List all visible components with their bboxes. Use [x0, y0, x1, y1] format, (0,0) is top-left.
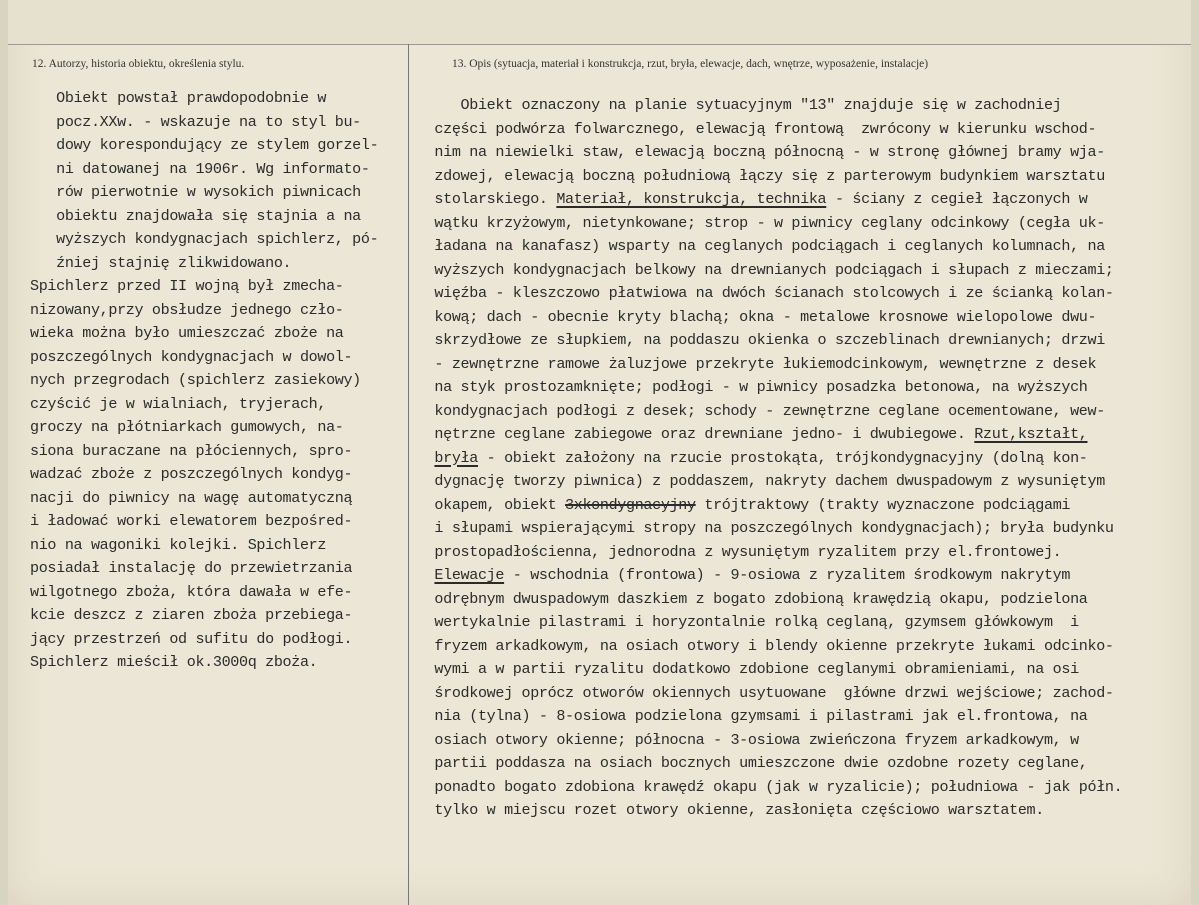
history-line: dowy korespondujący ze stylem gorzel-: [30, 136, 379, 154]
history-line: wyższych kondygnacjach spichlerz, pó-: [30, 230, 379, 248]
sheet-top-edge: [8, 0, 1191, 45]
history-line: jący przestrzeń od sufitu do podłogi.: [30, 629, 353, 648]
line-text: [417, 449, 434, 467]
history-line: nacji do piwnicy na wagę automatyczną: [30, 488, 353, 507]
description-line: kową; dach - obecnie kryty blachą; okna - metalowe krosnowe wielopolowe dwu-: [417, 307, 1097, 326]
description-line: partii poddasza na osiach bocznych umieszczone dwie ozdobne rozety ceglane,: [417, 754, 1088, 772]
history-line: Spichlerz przed II wojną był zmecha-: [30, 277, 344, 295]
history-line: obiektu znajdowała się stajnia a na: [30, 206, 361, 225]
description-line: kondygnacjach podłogi z desek; schody - zewnętrzne ceglane ocementowane, wew-: [417, 401, 1105, 420]
right-column-header: 13. Opis (sytuacja, materiał i konstrukcja, rzut, bryła, elewacje, dach, wnętrze, wyposażenie, instalacje): [452, 58, 929, 70]
description-text-block: [417, 94, 1199, 823]
history-line: posiadał instalację do przewietrzania: [30, 559, 353, 577]
description-line: wyższych kondygnacjach belkowy na drewnianych podciągach i słupach z mieczami;: [417, 260, 1114, 279]
description-line: więźba - kleszczowo płatwiowa na dwóch ścianach stolcowych i ze ścianką kolan-: [417, 284, 1114, 302]
line-text: - obiekt założony na rzucie prostokąta, trójkondygnacyjny (dolną kon-: [477, 448, 1088, 467]
history-line: i ładować worki elewatorem bezpośred-: [30, 512, 353, 530]
description-line: wymi a w partii ryzalitu dodatkowo zdobione ceglanymi obramieniami, na osi: [417, 660, 1079, 678]
history-line: rów pierwotnie w wysokich piwnicach: [30, 183, 361, 201]
history-line: groczy na płótniarkach gumowych, na-: [30, 418, 344, 436]
line-text: nętrzne ceglane zabiegowe oraz drewniane jedno- i dwubiegowe.: [417, 425, 975, 443]
line-text: okapem, obiekt: [417, 495, 566, 514]
history-line: Obiekt powstał prawdopodobnie w: [30, 89, 327, 107]
description-line: [417, 494, 1199, 518]
description-line: i słupami wspierającymi stropy na poszczególnych kondygnacjach); bryła budynku: [417, 519, 1114, 537]
description-line: części podwórza folwarcznego, elewacją frontową zwrócony w kierunku wschod-: [417, 119, 1097, 138]
description-line: prostopadłościenna, jednorodna z wysuniętym ryzalitem przy el.frontowej.: [417, 542, 1062, 561]
left-column-header: 12. Autorzy, historia obiektu, określenia stylu.: [32, 58, 245, 70]
description-line: nia (tylna) - 8-osiowa podzielona gzymsami i pilastrami jak el.frontowa, na: [417, 707, 1088, 725]
description-line: ładana na kanafasz) wsparty na ceglanych podciągach i ceglanych kolumnach, na: [417, 237, 1105, 255]
line-text: [417, 566, 434, 584]
column-divider: [408, 44, 409, 905]
history-line: nizowany,przy obsłudze jednego czło-: [30, 300, 344, 319]
description-line: [417, 447, 1199, 471]
section-heading-elewacje: Elewacje: [434, 566, 505, 584]
line-text: trójtraktowy (trakty wyznaczone podciągami: [695, 495, 1071, 514]
description-line: tylko w miejscu rozet otwory okienne, zasłonięta częściowo warsztatem.: [417, 801, 1044, 819]
history-line: Spichlerz mieścił ok.3000q zboża.: [30, 653, 318, 671]
description-line: - zewnętrzne ramowe żaluzjowe przekryte łukiemodcinkowym, wewnętrzne z desek: [417, 354, 1097, 373]
history-line: wadzać zboże z poszczególnych kondyg-: [30, 465, 353, 483]
history-line: pocz.XXw. - wskazuje na to styl bu-: [30, 112, 361, 131]
description-line: [417, 564, 1199, 588]
description-line: odrębnym dwuspadowym daszkiem z bogato zdobioną krawędzią okapu, podzielona: [417, 589, 1088, 608]
history-line: nych przegrodach (spichlerz zasiekowy): [30, 371, 361, 389]
history-line: wilgotnego zboża, która dawała w efe-: [30, 582, 353, 601]
description-line: fryzem arkadkowym, na osiach otwory i blendy okienne przekryte łukami odcinko-: [417, 636, 1114, 655]
section-heading-bryla: bryła: [434, 448, 478, 467]
description-line: nim na niewielki staw, elewacją boczną północną - w stronę głównej bramy wja-: [417, 143, 1105, 161]
history-text-block: [30, 87, 408, 675]
description-line: wertykalnie pilastrami i horyzontalnie rolką ceglaną, gzymsem główkowym i: [417, 613, 1079, 631]
description-line: zdowej, elewacją boczną południową łączy się z parterowym budynkiem warsztatu: [417, 166, 1105, 185]
struck-out-text: 3xkondygnacyjny: [565, 495, 696, 514]
description-line: na styk prostozamknięte; podłogi - w piwnicy posadzka betonowa, na wyższych: [417, 378, 1088, 396]
history-line: siona buraczane na płóciennych, spro-: [30, 441, 353, 460]
line-text: - wschodnia (frontowa) - 9-osiowa z ryzalitem środkowym nakrytym: [504, 566, 1071, 584]
history-line: nio na wagoniki kolejki. Spichlerz: [30, 535, 327, 554]
section-heading-rzut: Rzut,kształt,: [974, 425, 1088, 443]
line-text: - ściany z cegieł łączonych w: [826, 190, 1088, 208]
description-line: skrzydłowe ze słupkiem, na poddaszu okienka o szczeblinach drewnianych; drzwi: [417, 331, 1105, 349]
history-line: źniej stajnię zlikwidowano.: [30, 253, 292, 272]
description-line: dygnację tworzy piwnica) z poddaszem, nakryty dachem dwuspadowym z wysuniętym: [417, 472, 1105, 490]
section-heading-material: Materiał, konstrukcja, technika: [556, 190, 827, 208]
history-line: poszczególnych kondygnacjach w dowol-: [30, 347, 353, 366]
document-sheet: [8, 0, 1191, 905]
description-line: [417, 423, 1199, 447]
description-line: [417, 188, 1199, 212]
description-line: środkowej oprócz otworów okiennych usytuowane główne drzwi wejściowe; zachod-: [417, 683, 1114, 702]
history-line: ni datowanej na 1906r. Wg informato-: [30, 159, 370, 178]
description-line: wątku krzyżowym, nietynkowane; strop - w piwnicy ceglany odcinkowy (cegła uk-: [417, 213, 1105, 232]
history-line: wieka można było umieszczać zboże na: [30, 324, 344, 342]
description-line: Obiekt oznaczony na planie sytuacyjnym "13" znajduje się w zachodniej: [417, 96, 1062, 114]
description-line: osiach otwory okienne; północna - 3-osiowa zwieńczona fryzem arkadkowym, w: [417, 730, 1079, 749]
history-line: czyścić je w wialniach, tryjerach,: [30, 394, 327, 413]
line-text: stolarskiego.: [417, 190, 557, 208]
history-line: kcie deszcz z ziaren zboża przebiega-: [30, 606, 353, 624]
description-line: ponadto bogato zdobiona krawędź okapu (jak w ryzalicie); południowa - jak półn.: [417, 777, 1123, 796]
